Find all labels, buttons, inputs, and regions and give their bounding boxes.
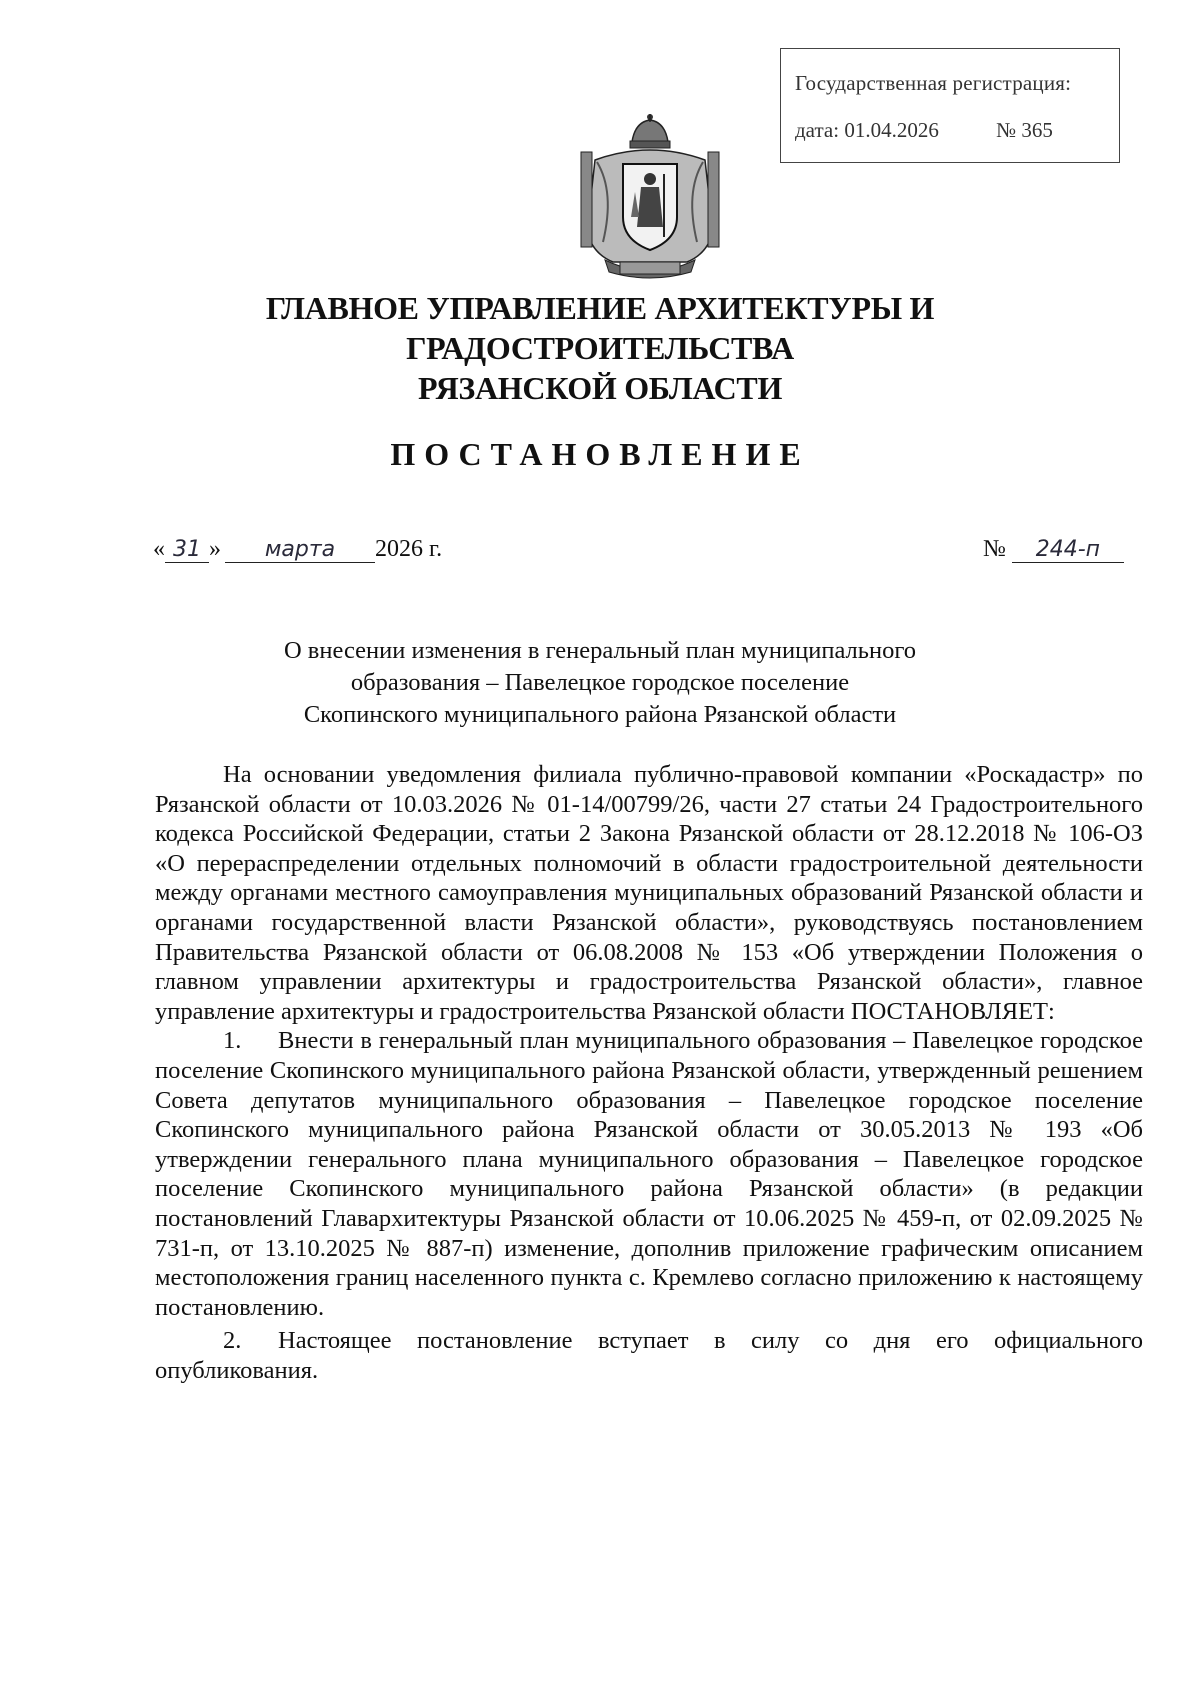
ryazan-coat-of-arms-icon <box>575 112 725 280</box>
registration-number: № 365 <box>996 118 1053 142</box>
registration-date-label: дата: <box>795 118 840 142</box>
list-item <box>155 1026 1143 1322</box>
subject-line3: Скопинского муниципального района Рязанской области <box>303 701 897 728</box>
organization-name-line2: РЯЗАНСКОЙ ОБЛАСТИ <box>417 370 783 406</box>
registration-date-line <box>795 118 1119 143</box>
document-body <box>155 760 1143 1385</box>
item-text: Настоящее постановление вступает в силу со дня его официального опубликования. <box>155 1327 1143 1384</box>
registration-stamp <box>780 48 1120 163</box>
organization-name <box>100 288 1100 408</box>
date-close-quote: » <box>209 536 221 562</box>
item-text: Внести в генеральный план муниципального образования – Павелецкое городское поселение Скопинского муниципального района Рязанской области, утвержденный решением Совета депутатов муниципального образования – Павелецкое городское поселение Скопинского муниципального района Рязанской области от 30.05.2013 № 193 «Об утверждении генерального плана муниципального образования – Павелецкое городское поселение Скопинского муниципального района Рязанской области» (в редакции постановлений Главархитектуры Рязанской области от 10.06.2025 № 459-п, от 02.09.2025 № 731-п, от 13.10.2025 № 887-п) изменение, дополнив приложение графическим описанием местоположения границ населенного пункта с. Кремлево согласно приложению к настоящему постановлению. <box>155 1027 1143 1321</box>
document-number <box>983 536 1124 563</box>
date-month: марта <box>225 537 375 563</box>
date-open-quote: « <box>153 536 165 562</box>
organization-name-line1: ГЛАВНОЕ УПРАВЛЕНИЕ АРХИТЕКТУРЫ И ГРАДОСТРОИТЕЛЬСТВА <box>265 290 935 366</box>
document-type: ПОСТАНОВЛЕНИЕ <box>390 436 810 472</box>
registration-date-value: 01.04.2026 <box>844 118 939 142</box>
document-number-value: 244-п <box>1012 537 1124 563</box>
document-number-label: № <box>983 536 1006 562</box>
subject-line2: образования – Павелецкое городское поселение <box>350 669 850 696</box>
registration-title: Государственная регистрация: <box>795 71 1072 95</box>
preamble-paragraph: На основании уведомления филиала публично-правовой компании «Роскадастр» по Рязанской области от 10.03.2026 № 01-14/00799/26, части 27 статьи 24 Градостроительного кодекса Российской Федерации, статьи 2 Закона Рязанской области от 28.12.2018 № 106-ОЗ «О перераспределении отдельных полномочий в области градостроительной деятельности между органами местного самоуправления муниципальных образований Рязанской области и органами государственной власти Рязанской области», руководствуясь постановлением Правительства Рязанской области от 06.08.2008 № 153 «Об утверждении Положения о главном управлении архитектуры и градостроительства Рязанской области», главное управление архитектуры и градостроительства Рязанской области ПОСТАНОВЛЯЕТ: <box>155 761 1143 1025</box>
item-number: 1. <box>223 1027 242 1055</box>
document-date <box>153 536 442 563</box>
date-year: 2026 г. <box>375 536 443 562</box>
document-subject <box>150 635 1050 731</box>
date-day: 31 <box>165 537 209 563</box>
subject-line1: О внесении изменения в генеральный план муниципального <box>283 637 917 664</box>
item-number: 2. <box>223 1327 242 1355</box>
list-item <box>155 1326 1143 1385</box>
